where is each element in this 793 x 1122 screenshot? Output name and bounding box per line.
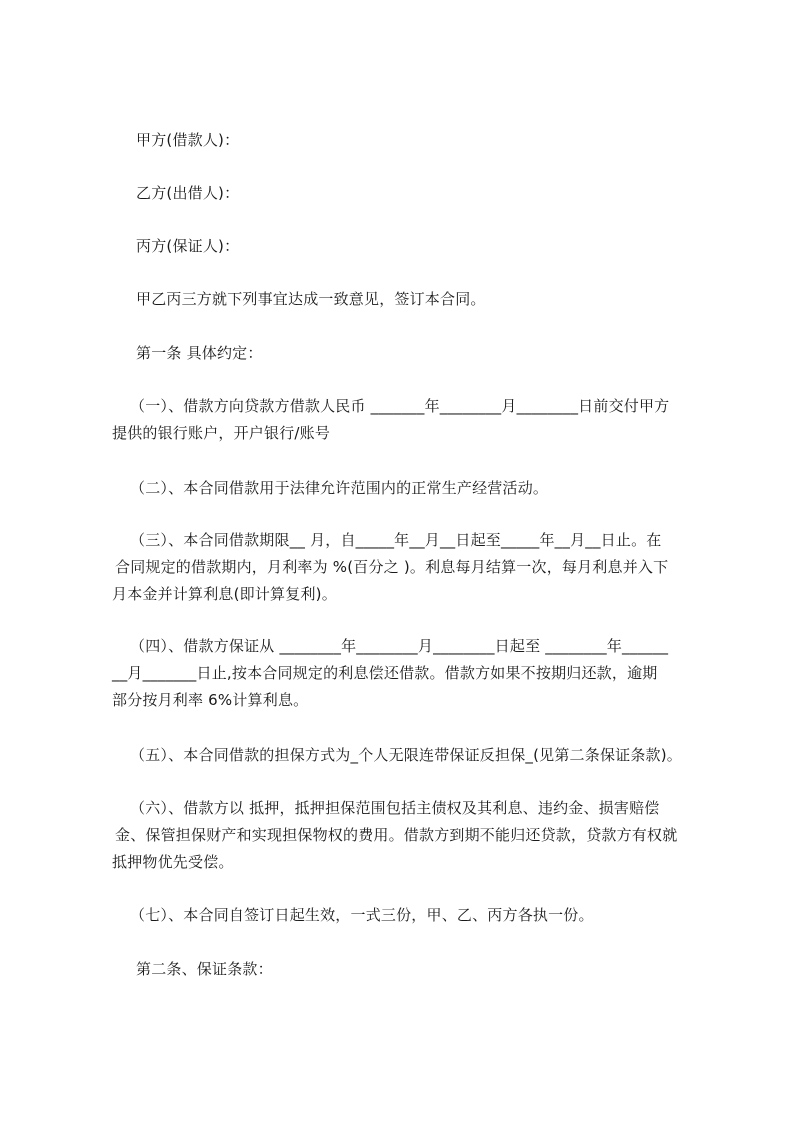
intro-paragraph: 甲乙丙三方就下列事宜达成一致意见，签订本合同。: [136, 290, 486, 308]
clause-6-line-3: 抵押物优先受偿。: [112, 853, 234, 871]
clause-3: [112, 527, 712, 608]
clause-5: （五）、本合同借款的担保方式为_个人无限连带保证反担保_(见第二条保证条款)。: [130, 746, 683, 764]
party-b-label: 乙方(出借人)：: [136, 184, 240, 202]
clause-1-line-2: 提供的银行账户，开户银行/账号: [112, 424, 331, 442]
clause-4-line-2: __月_______日止,按本合同规定的利息偿还借款。借款方如果不按期归还款，逾期: [112, 664, 658, 682]
clause-3-line-1: （三）、本合同借款期限__ 月，自_____年__月__日起至_____年__月__日止。在: [130, 531, 662, 549]
clause-6-line-1: （六）、借款方以 抵押，抵押担保范围包括主债权及其利息、违约金、损害赔偿: [130, 799, 660, 817]
clause-4-line-3: 部分按月利率 6%计算利息。: [112, 691, 309, 709]
clause-6-line-2: 金、保管担保财产和实现担保物权的费用。借款方到期不能归还贷款，贷款方有权就: [115, 826, 678, 844]
article-1-heading: 第一条 具体约定：: [136, 344, 263, 362]
clause-3-line-2: 合同规定的借款期内，月利率为 %(百分之 )。利息每月结算一次，每月利息并入下: [115, 558, 669, 576]
clause-1: [112, 393, 712, 447]
clause-7: （七）、本合同自签订日起生效，一式三份，甲、乙、丙方各执一份。: [130, 906, 594, 924]
clause-3-line-3: 月本金并计算利息(即计算复利)。: [112, 585, 337, 603]
clause-4: [112, 633, 712, 714]
clause-6: [112, 795, 712, 876]
clause-1-line-1: （一）、借款方向贷款方借款人民币 _______年________月________日前交付甲方: [130, 397, 670, 415]
clause-2: （二）、本合同借款用于法律允许范围内的正常生产经营活动。: [130, 479, 549, 497]
article-2-heading: 第二条、保证条款：: [136, 960, 273, 978]
clause-4-line-1: （四）、借款方保证从 ________年________月________日起至 ________年______: [130, 637, 669, 655]
party-c-label: 丙方(保证人)：: [136, 237, 240, 255]
party-a-label: 甲方(借款人)：: [136, 131, 240, 149]
